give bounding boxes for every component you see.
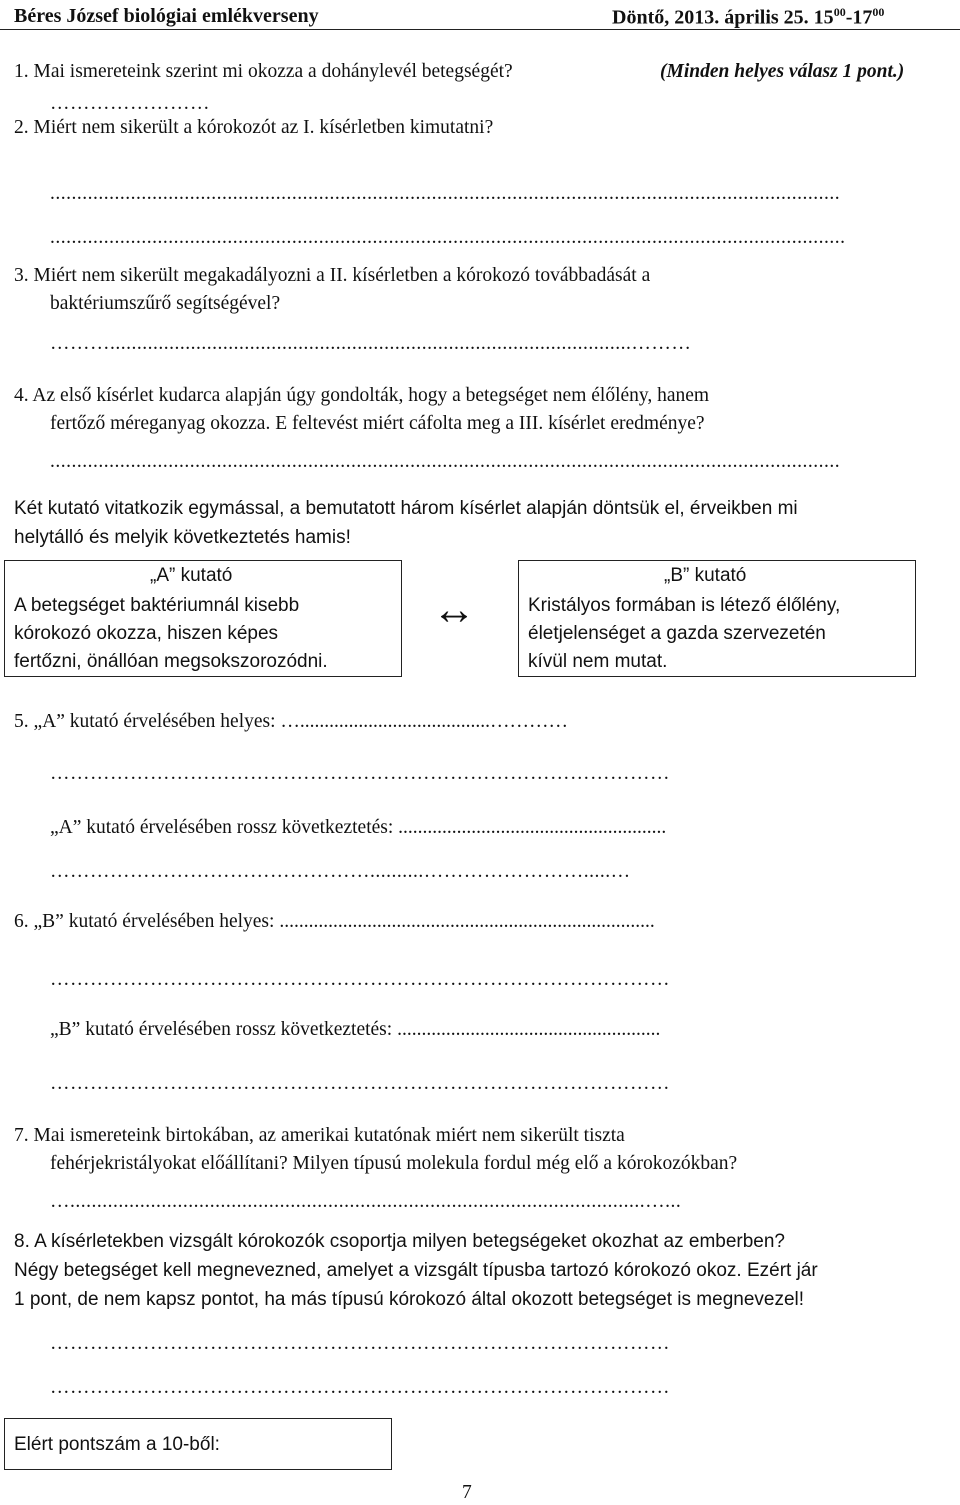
answer-line-1[interactable]: …………………… <box>50 93 210 114</box>
answer-line-6b[interactable]: ………………………………………………………………………………… <box>50 1073 670 1094</box>
question-6-wrong: „B” kutató érvelésében rossz következtetés: ...................................................... <box>50 1019 661 1040</box>
answer-line-8a[interactable]: ………………………………………………………………………………… <box>50 1333 670 1354</box>
header-divider <box>0 29 960 30</box>
researcher-b-title: „B” kutató <box>664 565 747 586</box>
researcher-b-line1: Kristályos formában is létező élőlény, <box>528 595 841 616</box>
question-8-line3: 1 pont, de nem kapsz pontot, ha más típusú kórokozó által okozott betegséget is megnevezel! <box>14 1289 805 1310</box>
score-label: Elért pontszám a 10-ből: <box>14 1434 220 1455</box>
researcher-a-line1: A betegséget baktériumnál kisebb <box>14 595 300 616</box>
researcher-a-line2: kórokozó okozza, hiszen képes <box>14 623 279 644</box>
question-4-line2: fertőző méreganyag okozza. E feltevést miért cáfolta meg a III. kísérlet eredménye? <box>50 413 705 434</box>
researcher-b-line3: kívül nem mutat. <box>528 651 668 672</box>
answer-line-2b[interactable]: .................................................................................................................................................... <box>50 227 846 248</box>
question-5-wrong: „A” kutató érvelésében rossz következtetés: ....................................................... <box>50 817 667 838</box>
debate-intro-line1: Két kutató vitatkozik egymással, a bemutatott három kísérlet alapján döntsük el, érveikben mi <box>14 498 798 519</box>
question-8-line1: 8. A kísérletekben vizsgált kórokozók csoportja milyen betegségeket okozhat az emberben? <box>14 1231 785 1252</box>
researcher-a-title: „A” kutató <box>150 565 233 586</box>
question-2: 2. Miért nem sikerült a kórokozót az I. kísérletben kimutatni? <box>14 117 494 138</box>
answer-line-8b[interactable]: ………………………………………………………………………………… <box>50 1377 670 1398</box>
answer-line-5a[interactable]: ………………………………………………………………………………… <box>50 763 670 784</box>
answer-line-5b[interactable]: …………………………………………..........…………………….....… <box>50 861 631 882</box>
question-1: 1. Mai ismereteink szerint mi okozza a dohánylevél betegségét? <box>14 61 513 82</box>
answer-line-6a[interactable]: ………………………………………………………………………………… <box>50 969 670 990</box>
question-8-line2: Négy betegséget kell megnevezned, amelyet a vizsgált típusba tartozó kórokozó okoz. Ezért jár <box>14 1260 818 1281</box>
question-4-line1: 4. Az első kísérlet kudarca alapján úgy gondolták, hogy a betegséget nem élőlény, hanem <box>14 385 710 406</box>
scoring-note: (Minden helyes válasz 1 pont.) <box>660 61 905 82</box>
question-5: 5. „A” kutató érvelésében helyes: ….......................................………… <box>14 711 569 732</box>
header-date <box>612 6 884 28</box>
answer-line-3[interactable]: ……….................................................................................................……… <box>50 333 692 354</box>
header-time-sup2: 00 <box>872 5 885 19</box>
header-time-sup1: 00 <box>833 5 846 19</box>
header-date-text: Döntő, 2013. április 25. 15 <box>612 6 834 29</box>
question-7-line2: fehérjekristályokat előállítani? Milyen típusú molekula fordul még elő a kórokozókban? <box>50 1153 738 1174</box>
question-7-line1: 7. Mai ismereteink birtokában, az amerikai kutatónak miért nem sikerült tiszta <box>14 1125 625 1146</box>
page-number: 7 <box>462 1482 472 1503</box>
header-title: Béres József biológiai emlékverseny <box>14 5 319 27</box>
question-3-line1: 3. Miért nem sikerült megakadályozni a II. kísérletben a kórokozó továbbadását a <box>14 265 651 286</box>
header-time-dash: -17 <box>845 6 873 29</box>
answer-line-7[interactable]: …...........................................................................................................…... <box>50 1191 682 1212</box>
debate-intro-line2: helytálló és melyik következtetés hamis! <box>14 527 351 548</box>
researcher-b-line2: életjelenséget a gazda szervezetén <box>528 623 826 644</box>
bidirectional-arrow-icon: ↔ <box>432 585 476 634</box>
question-3-line2: baktériumszűrő segítségével? <box>50 293 281 314</box>
researcher-a-line3: fertőzni, önállóan megsokszorozódni. <box>14 651 328 672</box>
question-6: 6. „B” kutató érvelésében helyes: ............................................................................. <box>14 911 655 932</box>
answer-line-4[interactable]: ................................................................................................................................................... <box>50 451 841 472</box>
answer-line-2a[interactable]: ................................................................................................................................................... <box>50 183 841 204</box>
